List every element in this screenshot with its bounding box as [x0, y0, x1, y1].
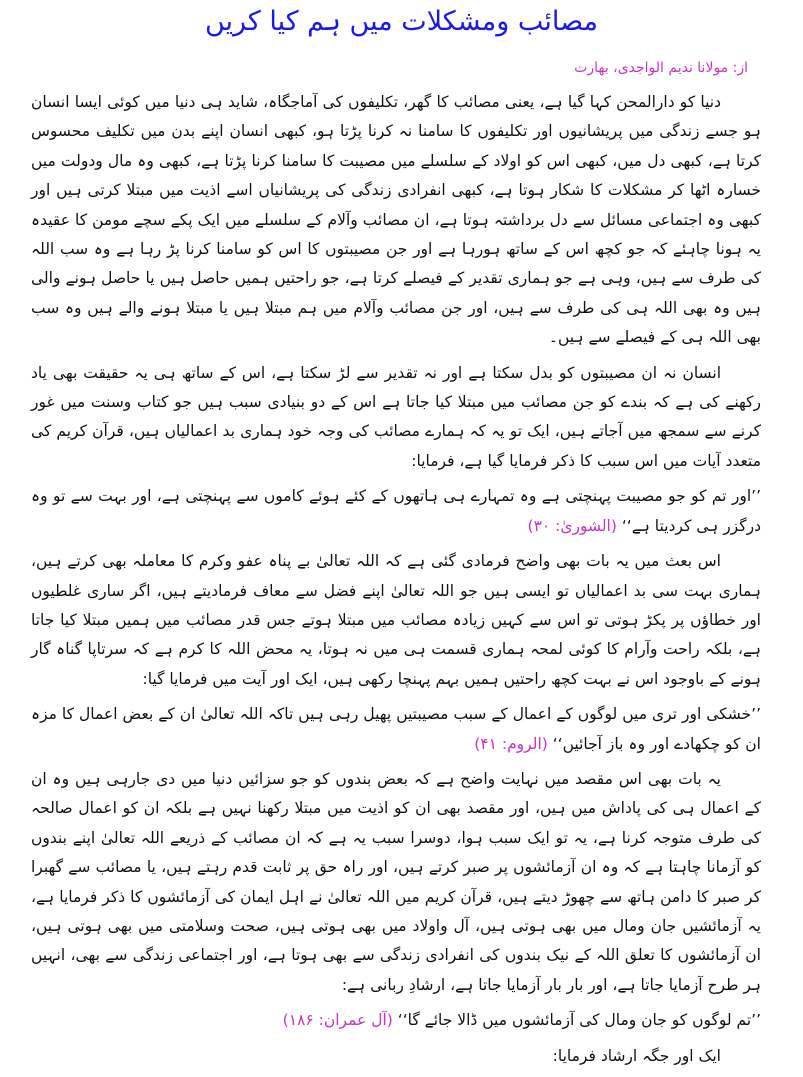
paragraph-3: اس بعث میں یہ بات بھی واضح فرمادی گئی ہے کہ اللہ تعالیٰ بے پناہ عفو وکرم کا معاملہ بھی کرتے ہیں، ہماری بہت سی بد اعمالیاں تو ایسی ہیں جو اللہ تعالیٰ اپنے فضل سے معاف فرمادیتے ہیں، اگر ساری غلطیوں اور خطاؤں پر پکڑ ہوتی تو اس سے کہیں زیادہ مصائب میں مبتلا ہوتے جس قدر مصائب میں ہمیں مبتلا کیا جاتا ہے، بلکہ راحت وآرام کا کوئی لمحہ ہماری قسمت ہی میں نہ ہوتا، یہ محض اللہ کا کرم ہے کہ سرتاپا گناہ گار ہونے کے باوجود اس نے بہت کچھ راحتیں ہمیں بہم پہنچا رکھی ہیں، ایک اور آیت میں فرمایا گیا: [31, 552, 761, 688]
quote-3-text: ’’تم لوگوں کو جان ومال کی آزمائشوں میں ڈالا جائے گا‘‘ [397, 1011, 761, 1030]
quote-2 [31, 700, 761, 759]
author-line: از: مولانا ندیم الواجدی، بھارت [574, 60, 748, 76]
paragraph-2: انسان نہ ان مصیبتوں کو بدل سکتا ہے اور نہ تقدیر سے لڑ سکتا ہے، اس کے ساتھ ہی یہ حقیقت بھی یاد رکھنے کی ہے کہ بندے کو جن مصائب میں مبتلا کیا جاتا ہے اس کے دو بنیادی سبب ہیں جو کتاب وسنت میں غور کرنے سے سمجھ میں آجاتے ہیں، ایک تو یہ کہ ہمارے مصائب کی وجہ خود ہماری بد اعمالیاں ہیں، قرآن کریم کی متعدد آیات میں اس سبب کا ذکر فرمایا گیا ہے، فرمایا: [31, 363, 761, 470]
paragraph-1: دنیا کو دارالمحن کہا گیا ہے، یعنی مصائب کا گھر، تکلیفوں کی آماجگاہ، شاید ہی دنیا میں کوئی ایسا انسان ہو جسے زندگی میں پریشانیوں اور تکلیفوں کا سامنا نہ کرنا پڑتا ہو، کبھی انسان اپنے بدن میں تکلیف محسوس کرتا ہے، کبھی دل میں، کبھی اس کو اولاد کے سلسلے میں مصیبت کا سامنا کرنا پڑتا ہے، کبھی وہ مال ودولت میں خسارہ اٹھا کر مشکلات کا شکار ہوتا ہے، کبھی انفرادی زندگی کی پریشانیاں اسے اذیت میں مبتلا کرتی ہیں اور کبھی وہ اجتماعی مسائل سے دل برداشتہ ہوتا ہے، ان مصائب وآلام کے سلسلے میں ایک پکے سچے مومن کا عقیدہ یہ ہونا چاہئے کہ جو کچھ اس کے ساتھ ہورہا ہے اور جن مصیبتوں کا اس کو سامنا کرنا پڑ رہا ہے وہ سب اللہ کی طرف سے ہیں، وہی ہے جو ہماری تقدیر کے فیصلے کرتا ہے، جو راحتیں ہمیں حاصل ہیں یا حاصل ہونے والی ہیں وہ بھی اللہ ہی کی طرف سے ہیں، اور جن مصائب وآلام میں ہم مبتلا ہیں یا مبتلا ہونے والے ہیں وہ سب بھی اللہ ہی کے فیصلے سے ہیں۔ [31, 93, 761, 347]
paragraph-4: یہ بات بھی اس مقصد میں نہایت واضح ہے کہ بعض بندوں کو جو سزائیں دنیا میں دی جارہی ہیں وہ ان کے اعمال ہی کی پاداش میں ہیں، اور مقصد بھی ان کو اذیت میں مبتلا رکھنا نہیں ہے بلکہ ان کو اعمال صالحہ کی طرف متوجہ کرنا ہے، یہ تو ایک سبب ہوا، دوسرا سبب یہ ہے کہ ان مصائب کے ذریعے اللہ تعالیٰ اپنے بندوں کو آزمانا چاہتا ہے کہ وہ ان آزمائشوں پر صبر کرتے ہیں، اور راہ حق پر ثابت قدم رہتے ہیں، یا مصائب سے گھبرا کر صبر کا دامن ہاتھ سے چھوڑ دیتے ہیں، قرآن کریم میں اللہ تعالیٰ نے اہل ایمان کی آزمائشوں کا ذکر فرمایا ہے، یہ آزمائشیں جان ومال میں بھی ہوتی ہیں، آل واولاد میں بھی ہوتی ہیں، صحت وسلامتی میں بھی ہوتی ہیں، ان آزمائشوں کا تعلق اللہ کے نیک بندوں کی انفرادی زندگی سے بھی ہوتا ہے، اور اجتماعی زندگی سے بھی، انہیں ہر طرح آزمایا جاتا ہے، اور بار بار آزمایا جاتا ہے، ارشادِ ربانی ہے: [31, 769, 761, 994]
quote-3 [31, 1006, 761, 1035]
article-body [31, 88, 761, 1077]
quote-2-reference: (الروم: ۴۱) [474, 734, 548, 753]
closing-line: ایک اور جگہ ارشاد فرمایا: [552, 1046, 721, 1065]
article-title: مصائب ومشکلات میں ہم کیا کریں [204, 6, 599, 37]
quote-1-text: ’’اور تم کو جو مصیبت پہنچتی ہے وہ تمہارے ہی ہاتھوں کے کئے ہوئے کاموں سے پہنچتی ہے، اور بہت سے تو وہ درگزر ہی کردیتا ہے‘‘ [31, 487, 761, 535]
quote-3-reference: (آل عمران: ۱۸۶) [282, 1011, 393, 1030]
quote-2-text: ’’خشکی اور تری میں لوگوں کے اعمال کے سبب مصیبتیں پھیل رہی ہیں تاکہ اللہ تعالیٰ ان کے بعض اعمال کا مزہ ان کو چکھادے اور وہ باز آجائیں‘‘ [31, 705, 761, 753]
quote-1-reference: (الشوریٰ: ۳۰) [527, 516, 617, 535]
quote-1 [31, 482, 761, 541]
